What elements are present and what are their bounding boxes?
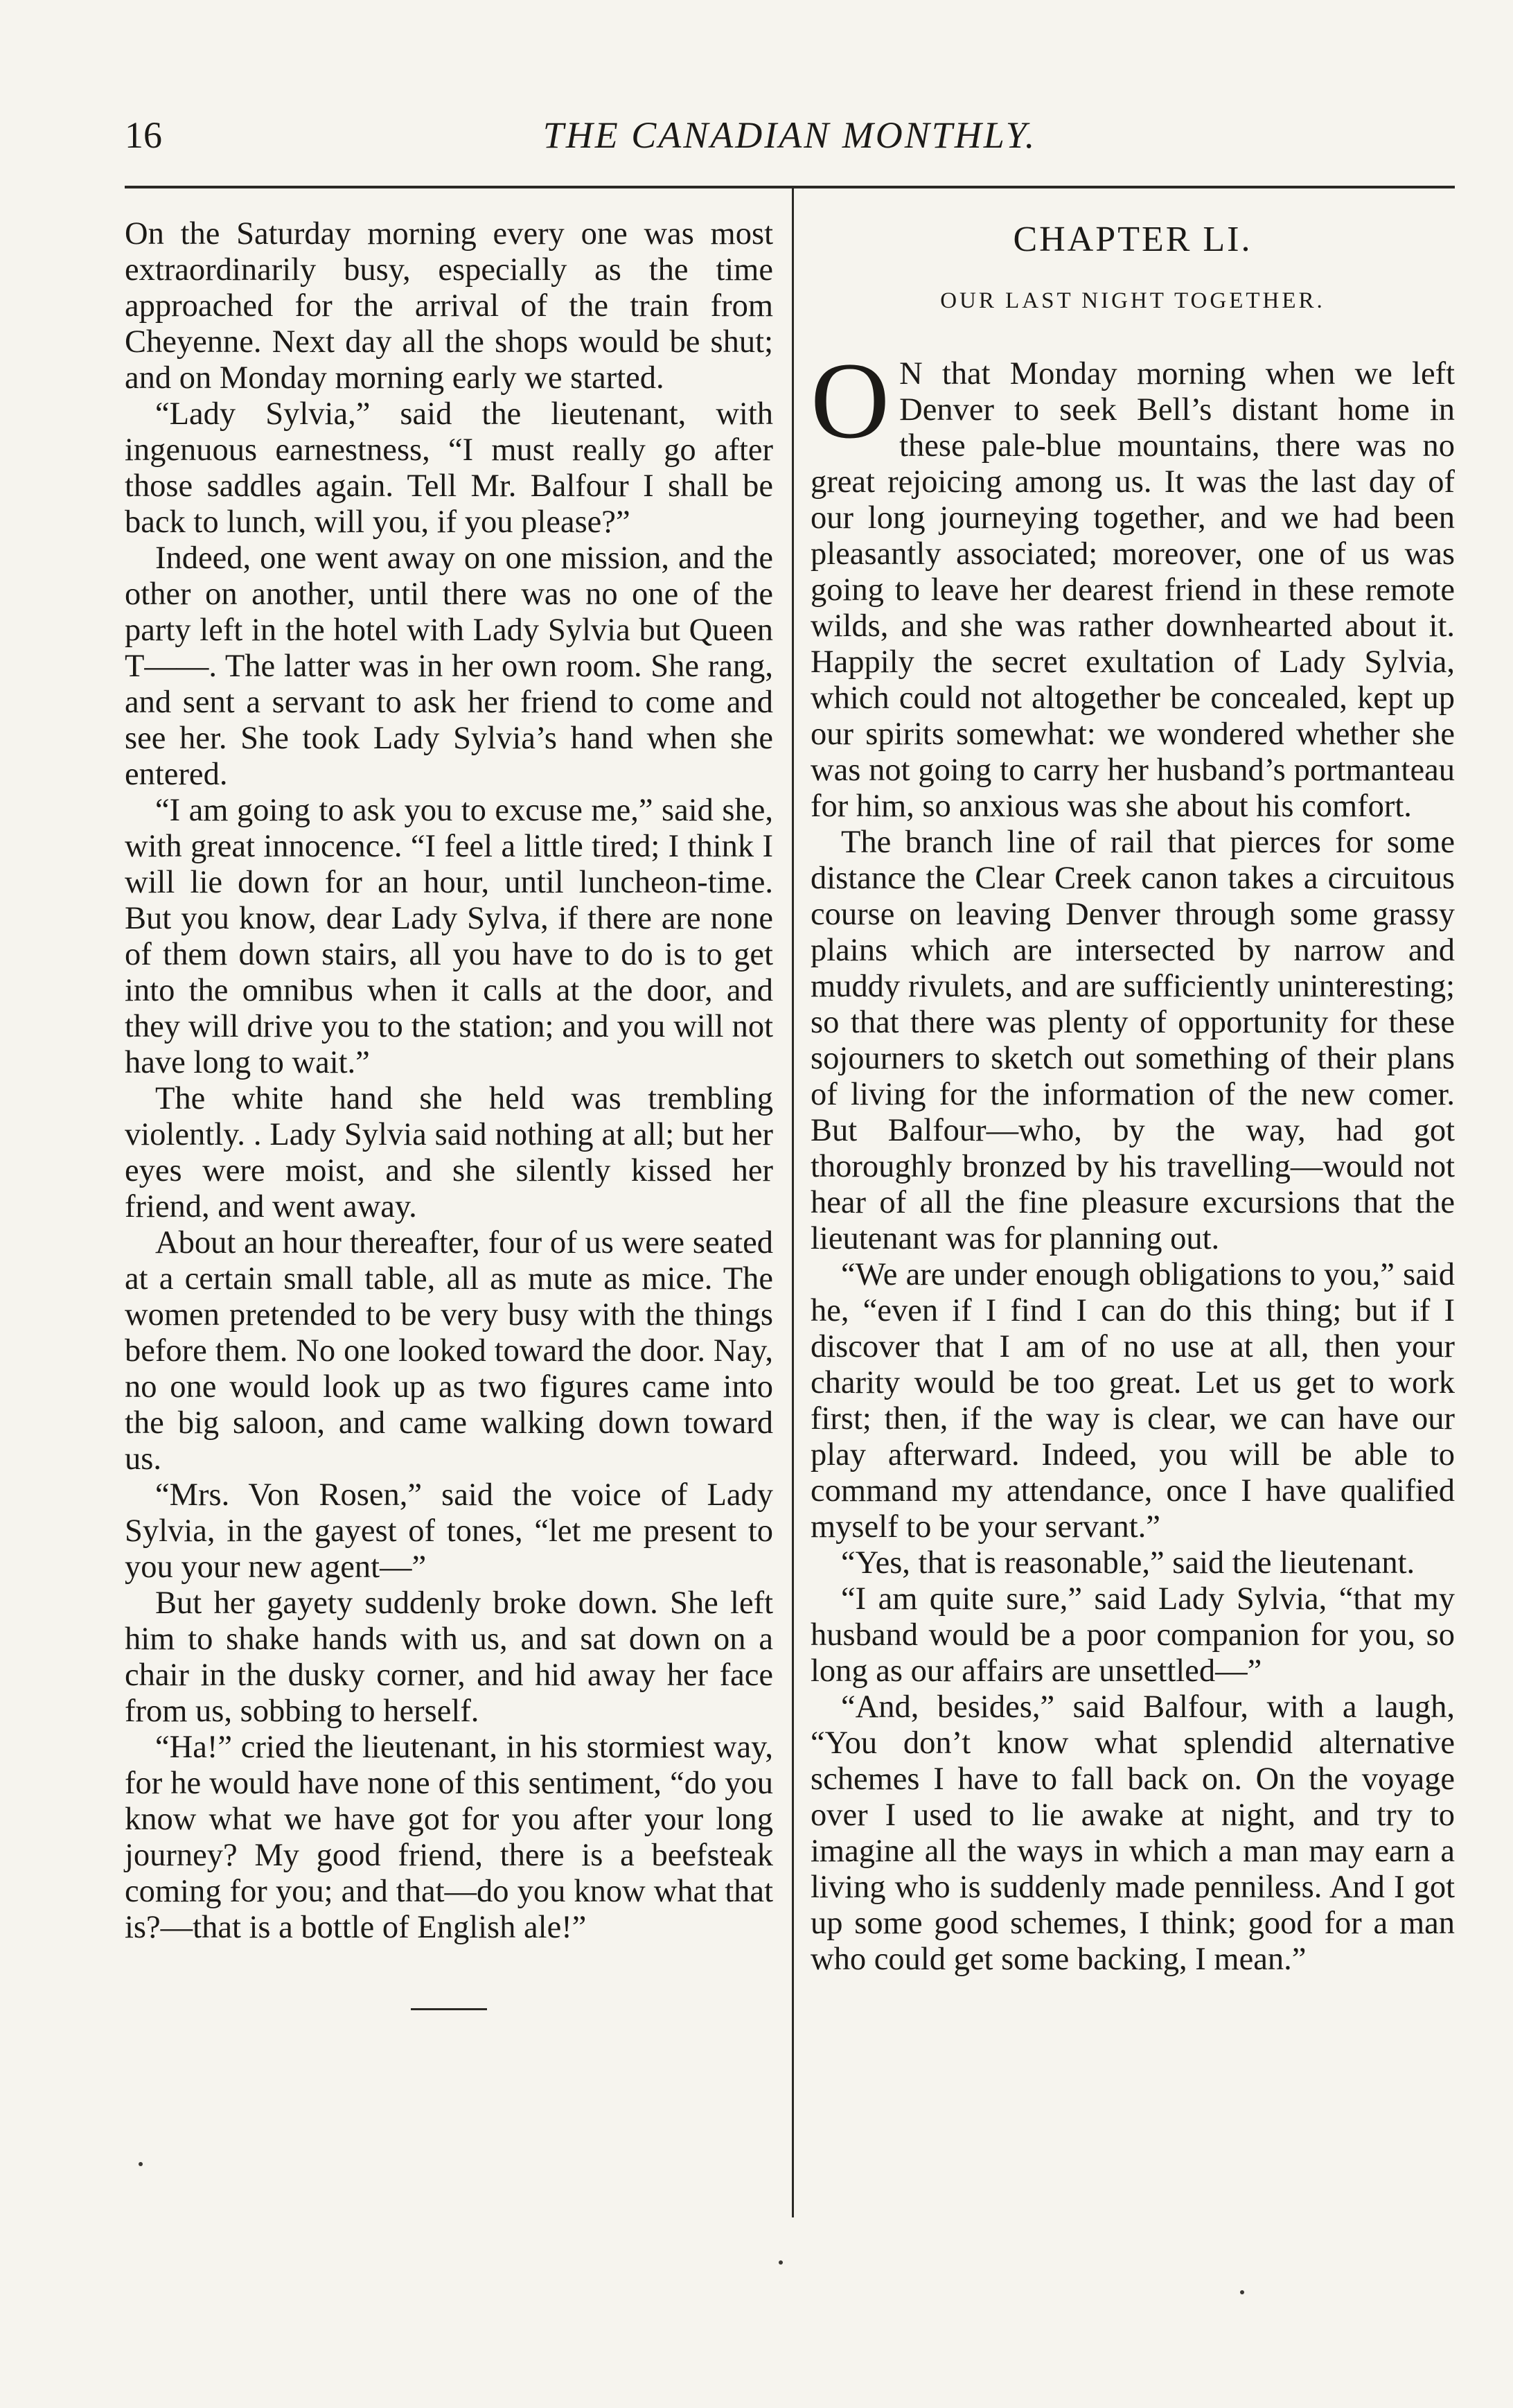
print-speck <box>1240 2290 1244 2294</box>
paragraph: Indeed, one went away on one mission, and the other on another, until there was no one of the party left in the hotel with Lady Sylvia but Queen T——. The latter was in her own room. She rang, and sent a servant to ask her friend to come and see her. She took Lady Sylvia’s hand when she entered. <box>125 541 773 792</box>
chapter-title: CHAPTER LI. <box>1013 220 1253 259</box>
paragraph: On the Saturday morning every one was most extraordinarily busy, especially as the time approached for the arrival of the train from Cheyenne. Next day all the shops would be shut; and on Monday morning early we started. <box>125 216 773 396</box>
paragraph: “Yes, that is reasonable,” said the lieutenant. <box>841 1545 1415 1581</box>
print-speck <box>139 2162 143 2166</box>
paragraph: “I am going to ask you to excuse me,” said she, with great innocence. “I feel a little tired; I think I will lie down for an hour, until luncheon-time. But you know, dear Lady Sylva, if there are none of them down stairs, all you have to do is to get into the omnibus when it calls at the door, and they will drive you to the station; and you will not have long to wait.” <box>125 793 773 1080</box>
header-rule <box>125 186 1455 188</box>
page-header <box>125 104 1455 166</box>
paragraph: “Lady Sylvia,” said the lieutenant, with ingenuous earnestness, “I must really go after those saddles again. Tell Mr. Balfour I shall be back to lunch, will you, if you please?” <box>125 396 773 540</box>
paragraph: The white hand she held was trembling violently. . Lady Sylvia said nothing at all; but her eyes were moist, and she silently kissed her friend, and went away. <box>125 1081 773 1224</box>
paragraph: “Ha!” cried the lieutenant, in his stormiest way, for he would have none of this sentiment, “do you know what we have got for you after your long journey? My good friend, there is a beefsteak coming for you; and that—do you know what that is?—that is a bottle of English ale!” <box>125 1730 773 1945</box>
paragraph: “I am quite sure,” said Lady Sylvia, “that my husband would be a poor companion for you, so long as our affairs are unsettled—” <box>811 1581 1455 1689</box>
page-number: 16 <box>125 114 162 156</box>
chapter-subtitle: OUR LAST NIGHT TOGETHER. <box>940 288 1325 313</box>
paragraph: About an hour thereafter, four of us were seated at a certain small table, all as mute as mice. The women pretended to be very busy with the things before them. No one looked toward the door. Nay, no one would look up as two figures came into the big saloon, and came walking down toward us. <box>125 1225 773 1477</box>
paragraph: But her gayety suddenly broke down. She left him to shake hands with us, and sat down on a chair in the dusky corner, and hid away her face from us, sobbing to herself. <box>125 1585 773 1729</box>
left-column <box>125 216 773 2010</box>
column-divider <box>792 187 794 2217</box>
right-column <box>811 216 1455 1978</box>
opening-paragraph-text: N that Monday morning when we left Denver to seek Bell’s distant home in these pale-blue mountains, there was no great rejoicing among us. It was the last day of our long journeying together, and we had been pleasantly associated; moreover, one of us was going to leave her dearest friend in these remote wilds, and she was rather downhearted about it. Happily the secret exultation of Lady Sylvia, which could not altogether be concealed, kept up our spirits somewhat: we wondered whether she was not going to carry her husband’s portmanteau for him, so anxious was she about his comfort. <box>811 356 1455 824</box>
paragraph: “And, besides,” said Balfour, with a laugh, “You don’t know what splendid alternative schemes I have to fall back on. On the voyage over I used to lie awake at night, and try to imagine all the ways in which a man may earn a living who is suddenly made penniless. And I got up some good schemes, I think; good for a man who could get some backing, I mean.” <box>811 1689 1455 1977</box>
drop-cap: O <box>811 340 890 462</box>
paragraph: “We are under enough obligations to you,” said he, “even if I find I can do this thing; but if I discover that I am of no use at all, then your charity would be too great. Let us get to work first; then, if the way is clear, we can have our play afterward. Indeed, you will be able to command my attendance, once I have qualified myself to be your servant.” <box>811 1257 1455 1545</box>
running-title: THE CANADIAN MONTHLY. <box>542 114 1037 156</box>
section-end-rule <box>411 2008 487 2010</box>
paragraph: The branch line of rail that pierces for some distance the Clear Creek canon takes a circuitous course on leaving Denver through some grassy plains which are intersected by narrow and muddy rivulets, and are sufficiently uninteresting; so that there was plenty of opportunity for these sojourners to sketch out something of their plans of living for the information of the new comer. But Balfour—who, by the way, had got thoroughly bronzed by his travelling—would not hear of all the fine pleasure excursions that the lieutenant was for planning out. <box>811 825 1455 1256</box>
print-speck <box>779 2260 783 2265</box>
opening-paragraph <box>811 340 1455 825</box>
paragraph: “Mrs. Von Rosen,” said the voice of Lady Sylvia, in the gayest of tones, “let me present to you your new agent—” <box>125 1477 773 1585</box>
